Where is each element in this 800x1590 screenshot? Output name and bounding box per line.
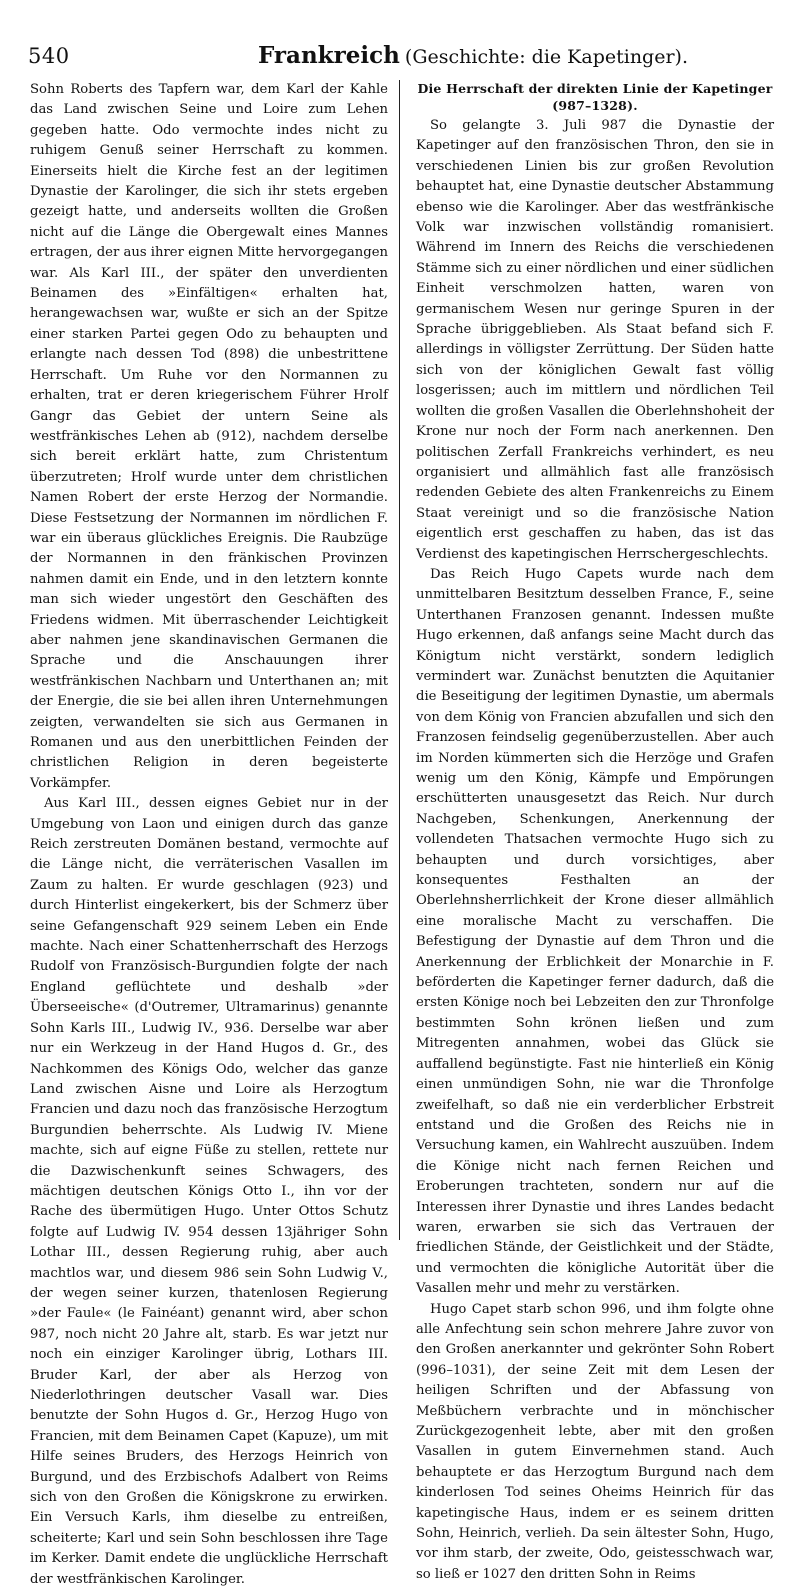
right-column: [416, 80, 774, 1585]
paragraph: Hugo Capet starb schon 996, und ihm folgte ohne alle Anfechtung sein schon mehrere Jahre zuvor von den Großen anerkannter und gekrönter Sohn Robert (996–1031), der seine Zeit mit dem Lesen der heiligen Schriften und der Abfassung von Meßbüchern verbrachte und in mönchischer Zurückgezogenheit lebte, aber mit den großen Vasallen in gutem Einvernehmen stand. Auch behauptete er das Herzogtum Burgund nach dem kinderlosen Tod seines Oheims Heinrich für das kapetingische Haus, indem er es seinem dritten Sohn, Heinrich, verlieh. Da sein ältester Sohn, Hugo, vor ihm starb, der zweite, Odo, geistesschwach war, so ließ er 1027 den dritten Sohn in Reims: [416, 1301, 774, 1582]
paragraph: Aus Karl III., dessen eignes Gebiet nur in der Umgebung von Laon und einigen durch das ganze Reich zerstreuten Domänen bestand, vermochte auf die Länge nicht, die verräterischen Vasallen im Zaum zu halten. Er wurde geschlagen (923) und durch Hinterlist eingekerkert, bis der Schmerz über seine Gefangenschaft 929 seinem Leben ein Ende machte. Nach einer Schattenherrschaft des Herzogs Rudolf von Französisch-Burgundien folgte der nach England geflüchtete und deshalb »der Überseeische« (d'Outremer, Ultramarinus) genannte Sohn Karls III., Ludwig IV., 936. Derselbe war aber nur ein Werkzeug in der Hand Hugos d. Gr., des Nachkommen des Königs Odo, welcher das ganze Land zwischen Aisne und Loire als Herzogtum Francien und dazu noch das französische Herzogtum Burgundien beherrschte. Als Ludwig IV. Miene machte, sich auf eigne Füße zu stellen, rettete nur die Dazwischenkunft seines Schwagers, des mächtigen deutschen Königs Otto I., ihn vor der Rache des übermütigen Hugo. Unter Ottos Schutz folgte auf Ludwig IV. 954 dessen 13jähriger Sohn Lothar III., dessen Regierung ruhig, aber auch machtlos war, und diesem 986 sein Sohn Ludwig V., der wegen seiner kurzen, thatenlosen Regierung »der Faule« (le Fainéant) genannt wird, aber schon 987, noch nicht 20 Jahre alt, starb. Es war jetzt nur noch ein einziger Karolinger übrig, Lothars III. Bruder Karl, der aber als Herzog von Niederlothringen deutscher Vasall war. Dies benutzte der Sohn Hugos d. Gr., Herzog Hugo von Francien, mit dem Beinamen Capet (Kapuze), um mit Hilfe seines Bruders, des Herzogs Heinrich von Burgund, und des Erzbischofs Adalbert von Reims sich von den Großen die Königskrone zu erwirken. Ein Versuch Karls, ihm dieselbe zu entreißen, scheiterte; Karl und sein Sohn beschlossen ihre Tage im Kerker. Damit endete die unglückliche Herrschaft der westfränkischen Karolinger.: [30, 796, 388, 1587]
column-divider: [399, 80, 400, 1240]
left-column: [30, 80, 388, 1590]
section-title: Die Herrschaft der direkten Linie der Kapetinger: [417, 81, 773, 96]
running-head-subtitle: (Geschichte: die Kapetinger).: [404, 46, 689, 68]
paragraph: Das Reich Hugo Capets wurde nach dem unmittelbaren Besitztum desselben France, F., seine Unterthanen Franzosen genannt. Indessen mußte Hugo erkennen, daß anfangs seine Macht durch das Königtum nicht verstärkt, sondern lediglich vermindert war. Zunächst benutzten die Aquitanier die Beseitigung der legitimen Dynastie, um abermals von dem König von Francien abzufallen und sich den Franzosen feindselig gegenüberzustellen. Aber auch im Norden kümmerten sich die Herzöge und Grafen wenig um den König, Kämpfe und Empörungen erschütterten unausgesetzt das Reich. Nur durch Nachgeben, Schenkungen, Anerkennung der vollendeten Thatsachen vermochte Hugo sich zu behaupten und durch vorsichtiges, aber konsequentes Festhalten an der Oberlehnsherrlichkeit der Krone dieser allmählich eine moralische Macht zu verschaffen. Die Befestigung der Dynastie auf dem Thron und die Anerkennung der Erblichkeit der Monarchie in F. beförderten die Kapetinger ferner dadurch, daß die ersten Könige noch bei Lebzeiten den zur Thronfolge bestimmten Sohn krönen ließen und zum Mitregenten annahmen, wobei das Glück sie auffallend begünstigte. Fast nie hinterließ ein König einen unmündigen Sohn, nie war die Thronfolge zweifelhaft, so daß nie ein verderblicher Erbstreit entstand und die Großen des Reichs nie in Versuchung kamen, ein Wahlrecht auszuüben. Indem die Könige nicht nach fernen Reichen und Eroberungen trachteten, sondern nur auf die Interessen ihrer Dynastie und ihres Landes bedacht waren, erwarben sie sich das Vertrauen der friedlichen Stände, der Geistlichkeit und der Städte, und vermochten die königliche Autorität über die Vasallen mehr und mehr zu verstärken.: [416, 566, 774, 1297]
paragraph: So gelangte 3. Juli 987 die Dynastie der Kapetinger auf den französischen Thron, den sie in verschiedenen Linien bis zur großen Revolution behauptet hat, eine Dynastie deutscher Abstammung ebenso wie die Karolinger. Aber das westfränkische Volk war inzwischen vollständig romanisiert. Während im Innern des Reichs die verschiedenen Stämme sich zu einer nördlichen und einer südlichen Einheit verschmolzen hatten, waren von germanischem Wesen nur geringe Spuren in der Sprache übriggeblieben. Als Staat befand sich F. allerdings in völligster Zerrüttung. Der Süden hatte sich von der königlichen Gewalt fast völlig losgerissen; auch im mittlern und nördlichen Teil wollten die großen Vasallen die Oberlehnshoheit der Krone nur noch der Form nach anerkennen. Den politischen Zerfall Frankreichs verhindert, es neu organisiert und allmählich fast alle französisch redenden Gebiete des alten Frankenreichs zu Einem Staat vereinigt und so die französische Nation eigentlich erst geschaffen zu haben, das ist das Verdienst des kapetingischen Herrschergeschlechts.: [416, 118, 774, 562]
running-head-title: Frankreich: [258, 42, 400, 69]
paragraph: Sohn Roberts des Tapfern war, dem Karl der Kahle das Land zwischen Seine und Loire zum Lehen gegeben hatte. Odo vermochte indes nicht zu ruhigem Genuß seiner Herrschaft zu kommen. Einerseits hielt die Kirche fest an der legitimen Dynastie der Karolinger, die sich ihr stets ergeben gezeigt hatte, und anderseits wollten die Großen nicht auf die Länge die Obergewalt eines Mannes ertragen, der aus ihrer eignen Mitte hervorgegangen war. Als Karl III., der später den unverdienten Beinamen des »Einfältigen« erhalten hat, herangewachsen war, wußte er sich an der Spitze einer starken Partei gegen Odo zu behaupten und erlangte nach dessen Tod (898) die unbestrittene Herrschaft. Um Ruhe vor den Normannen zu erhalten, trat er deren kriegerischem Führer Hrolf Gangr das Gebiet der untern Seine als westfränkisches Lehen ab (912), nachdem derselbe sich bereit erklärt hatte, zum Christentum überzutreten; Hrolf wurde unter dem christlichen Namen Robert der erste Herzog der Normandie. Diese Festsetzung der Normannen im nördlichen F. war ein überaus glückliches Ereignis. Die Raubzüge der Normannen in den fränkischen Provinzen nahmen damit ein Ende, und in den letztern konnte man sich wieder ungestört den Geschäften des Friedens widmen. Mit überraschender Leichtigkeit aber nahmen jene skandinavischen Germanen die Sprache und die Anschauungen ihrer westfränkischen Nachbarn und Unterthanen an; mit der Energie, die sie bei allen ihren Unternehmungen zeigten, verwandelten sie sich aus Germanen in Romanen und aus den unerbittlichen Feinden der christlichen Religion in deren begeisterte Vorkämpfer.: [30, 82, 388, 791]
page-number: 540: [28, 44, 70, 68]
section-date-range: (987–1328).: [552, 98, 638, 113]
section-heading: [416, 80, 774, 114]
page-header: [28, 40, 773, 70]
running-head: [258, 42, 688, 69]
